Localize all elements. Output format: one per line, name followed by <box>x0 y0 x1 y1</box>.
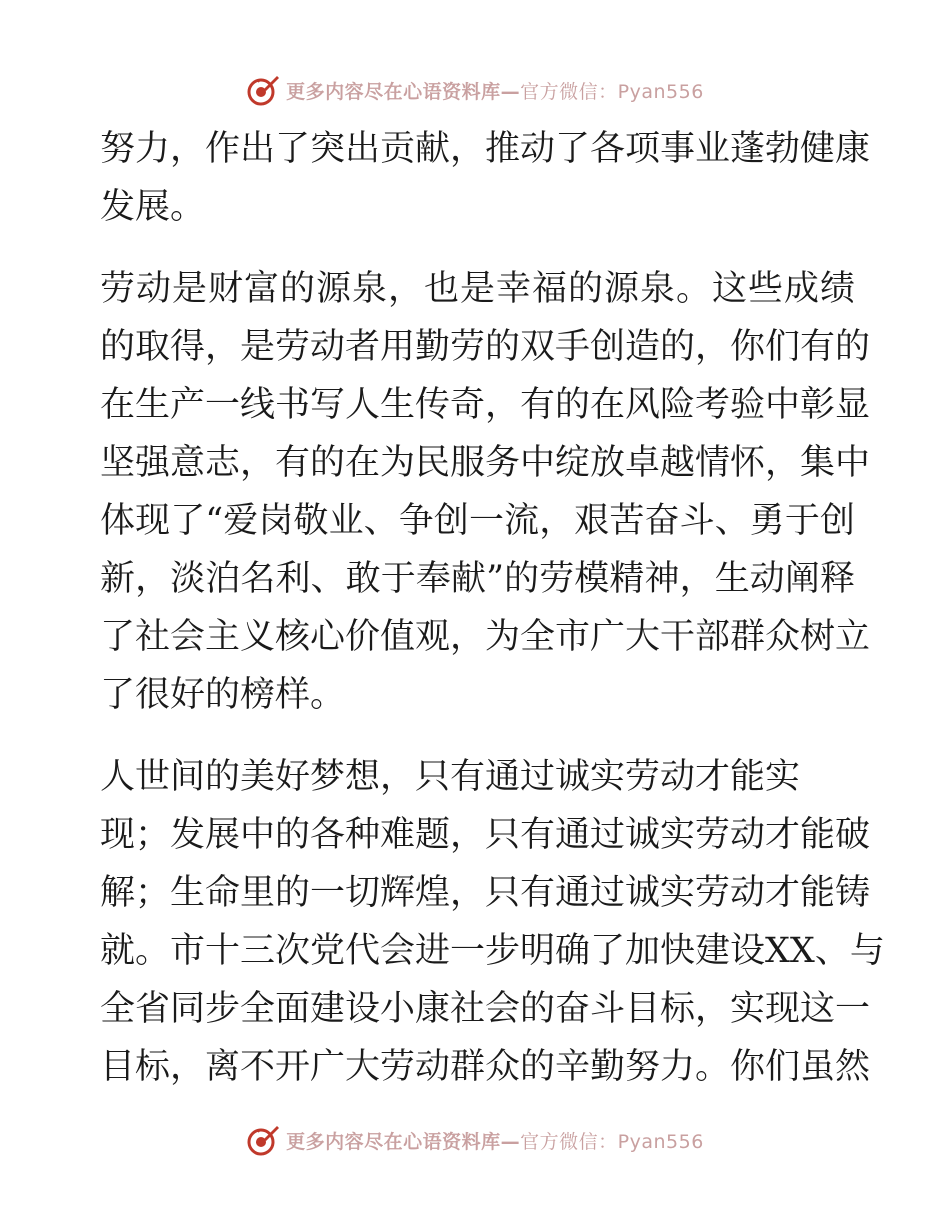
text-line: 努力，作出了突出贡献，推动了各项事业蓬勃健康 <box>100 129 871 169</box>
text-line: 体现了“爱岗敬业、争创一流，艰苦奋斗、勇于创 <box>100 501 855 541</box>
banner-text <box>286 1127 704 1154</box>
banner-main-text: 更多内容尽在心语资料库 <box>286 80 501 103</box>
header-banner <box>0 70 950 110</box>
paragraph-3 <box>100 748 885 1096</box>
paragraph-1 <box>100 120 871 236</box>
paragraph-2 <box>100 260 871 724</box>
text-line: 人世间的美好梦想，只有通过诚实劳动才能实 <box>100 757 801 797</box>
text-line: 了社会主义核心价值观，为全市广大干部群众树立 <box>100 617 871 657</box>
text-line: 就。市十三次党代会进一步明确了加快建设XX、与 <box>100 931 885 971</box>
banner-contact-text: 官方微信：Pyan556 <box>520 80 704 103</box>
pen-logo-icon <box>246 1123 280 1157</box>
text-line: 的取得，是劳动者用勤劳的双手创造的，你们有的 <box>100 327 871 367</box>
banner-dash: — <box>500 1130 521 1153</box>
document-body <box>100 120 885 1096</box>
text-line: 新，淡泊名利、敢于奉献”的劳模精神，生动阐释 <box>100 559 855 599</box>
banner-text <box>286 77 704 104</box>
text-line: 解；生命里的一切辉煌，只有通过诚实劳动才能铸 <box>100 873 871 913</box>
banner-main-text: 更多内容尽在心语资料库 <box>286 1130 501 1153</box>
banner-contact-text: 官方微信：Pyan556 <box>520 1130 704 1153</box>
banner-dash: — <box>500 80 521 103</box>
footer-banner <box>0 1120 950 1160</box>
text-line: 了很好的榜样。 <box>100 675 346 715</box>
text-line: 发展。 <box>100 187 206 227</box>
text-line: 坚强意志，有的在为民服务中绽放卓越情怀，集中 <box>100 443 871 483</box>
text-line: 目标，离不开广大劳动群众的辛勤努力。你们虽然 <box>100 1047 871 1087</box>
text-line: 全省同步全面建设小康社会的奋斗目标，实现这一 <box>100 989 871 1029</box>
pen-logo-icon <box>246 73 280 107</box>
text-line: 在生产一线书写人生传奇，有的在风险考验中彰显 <box>100 385 871 425</box>
text-line: 现；发展中的各种难题，只有通过诚实劳动才能破 <box>100 815 871 855</box>
text-line: 劳动是财富的源泉，也是幸福的源泉。这些成绩 <box>100 269 855 309</box>
